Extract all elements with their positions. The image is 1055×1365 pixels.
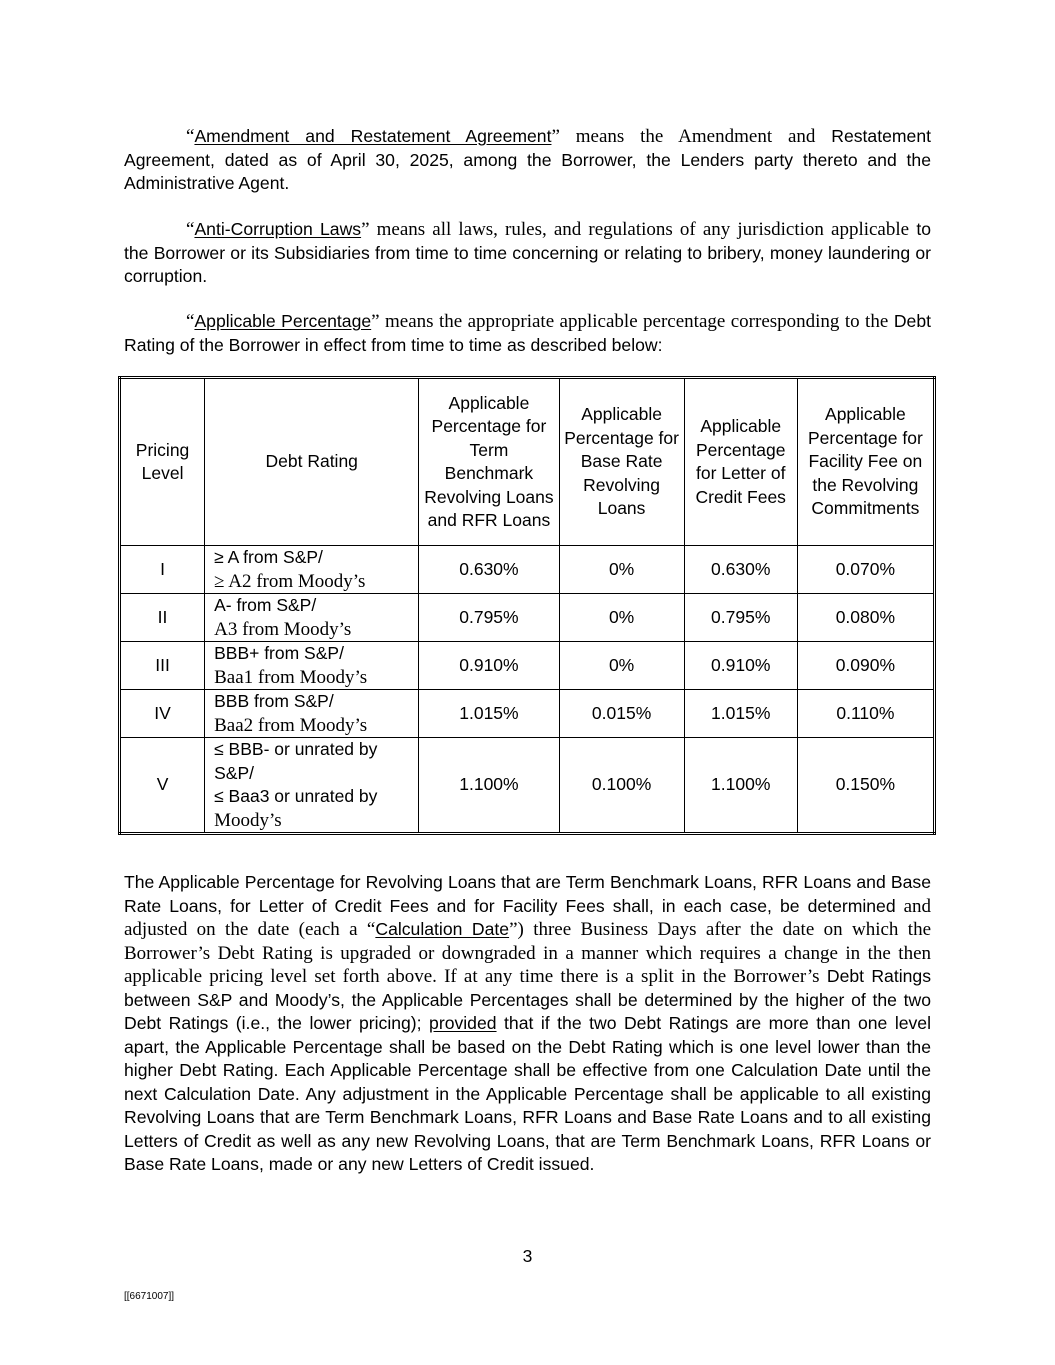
debt-rating: BBB from S&P/ Baa2 from Moody’s: [205, 690, 419, 738]
debt-rating: ≤ BBB- or unrated by S&P/ ≤ Baa3 or unrated by Moody’s: [205, 738, 419, 834]
table-row: [120, 738, 935, 834]
term-benchmark-value: 0.795%: [419, 594, 559, 642]
table-row: [120, 642, 935, 690]
debt-rating: BBB+ from S&P/ Baa1 from Moody’s: [205, 642, 419, 690]
base-rate-value: 0.015%: [559, 690, 684, 738]
term-benchmark-value: 0.910%: [419, 642, 559, 690]
pricing-table: [118, 376, 936, 835]
header-facility-fee: Applicable Percentage for Facility Fee on the Revolving Commitments: [797, 378, 934, 546]
header-term-benchmark: Applicable Percentage for Term Benchmark Revolving Loans and RFR Loans: [419, 378, 559, 546]
table-row: [120, 594, 935, 642]
base-rate-value: 0%: [559, 642, 684, 690]
header-base-rate: Applicable Percentage for Base Rate Revolving Loans: [559, 378, 684, 546]
definition-anti-corruption: “Anti-Corruption Laws” means all laws, rules, and regulations of any jurisdiction applicable to the Borrower or its Subsidiaries from time to time concerning or relating to bribery, money laundering or corruption.: [124, 219, 932, 286]
base-rate-value: 0%: [559, 546, 684, 594]
header-debt-rating: Debt Rating: [205, 378, 419, 546]
letter-of-credit-value: 1.100%: [684, 738, 797, 834]
letter-of-credit-value: 0.910%: [684, 642, 797, 690]
provided-term: provided: [429, 1013, 497, 1033]
page-number: 3: [522, 1246, 533, 1266]
table-row: [120, 546, 935, 594]
letter-of-credit-value: 1.015%: [684, 690, 797, 738]
pricing-level: V: [120, 738, 205, 834]
pricing-level: I: [120, 546, 205, 594]
debt-rating: A- from S&P/ A3 from Moody’s: [205, 594, 419, 642]
term-benchmark-value: 1.100%: [419, 738, 559, 834]
letter-of-credit-value: 0.795%: [684, 594, 797, 642]
debt-rating: ≥ A from S&P/ ≥ A2 from Moody’s: [205, 546, 419, 594]
facility-fee-value: 0.090%: [797, 642, 934, 690]
facility-fee-value: 0.080%: [797, 594, 934, 642]
pricing-level: III: [120, 642, 205, 690]
term-benchmark-value: 1.015%: [419, 690, 559, 738]
closing-paragraph: The Applicable Percentage for Revolving Loans that are Term Benchmark Loans, RFR Loans and Base Rate Loans, for Letter of Credit Fees and for Facility Fees shall, in each case, be determined and adjusted on the date (each a “Calculation Date”) three Business Days after the date on which the Borrower’s Debt Rating is upgraded or downgraded in a manner which requires a change in the then applicable pricing level set forth above. If at any time there is a split in the Borrower’s Debt Ratings between S&P and Moody’s, the Applicable Percentages shall be determined by the higher of the two Debt Ratings (i.e., the lower pricing); provided that if the two Debt Ratings are more than one level apart, the Applicable Percentage shall be based on the Debt Rating which is one level lower than the higher Debt Rating. Each Applicable Percentage shall be effective from one Calculation Date until the next Calculation Date. Any adjustment in the Applicable Percentage shall be applicable to all existing Revolving Loans that are Term Benchmark Loans, RFR Loans and Base Rate Loans and to all existing Letters of Credit as well as any new Revolving Loans, that are Term Benchmark Loans, RFR Loans or Base Rate Loans, made or any new Letters of Credit issued.: [124, 872, 932, 1174]
table-header-row: [120, 378, 935, 546]
definition-applicable-percentage: “Applicable Percentage” means the appropriate applicable percentage corresponding to the Debt Rating of the Borrower in effect from time to time as described below:: [124, 311, 931, 355]
defined-term-applicable-percentage: Applicable Percentage: [194, 311, 372, 331]
facility-fee-value: 0.070%: [797, 546, 934, 594]
term-benchmark-value: 0.630%: [419, 546, 559, 594]
pricing-level: IV: [120, 690, 205, 738]
facility-fee-value: 0.110%: [797, 690, 934, 738]
pricing-level: II: [120, 594, 205, 642]
facility-fee-value: 0.150%: [797, 738, 934, 834]
defined-term-anti-corruption: Anti-Corruption Laws: [194, 219, 362, 239]
document-id: [[6671007]]: [124, 1291, 175, 1302]
letter-of-credit-value: 0.630%: [684, 546, 797, 594]
header-letter-of-credit: Applicable Percentage for Letter of Credit Fees: [684, 378, 797, 546]
base-rate-value: 0%: [559, 594, 684, 642]
base-rate-value: 0.100%: [559, 738, 684, 834]
defined-term-amendment: Amendment and Restatement Agreement: [194, 126, 552, 146]
table-row: [120, 690, 935, 738]
header-pricing-level: Pricing Level: [120, 378, 205, 546]
defined-term-calculation-date: Calculation Date: [375, 919, 510, 939]
definition-amendment: “Amendment and Restatement Agreement” means the Amendment and Restatement Agreement, dated as of April 30, 2025, among the Borrower, the Lenders party thereto and the Administrative Agent.: [124, 126, 931, 193]
